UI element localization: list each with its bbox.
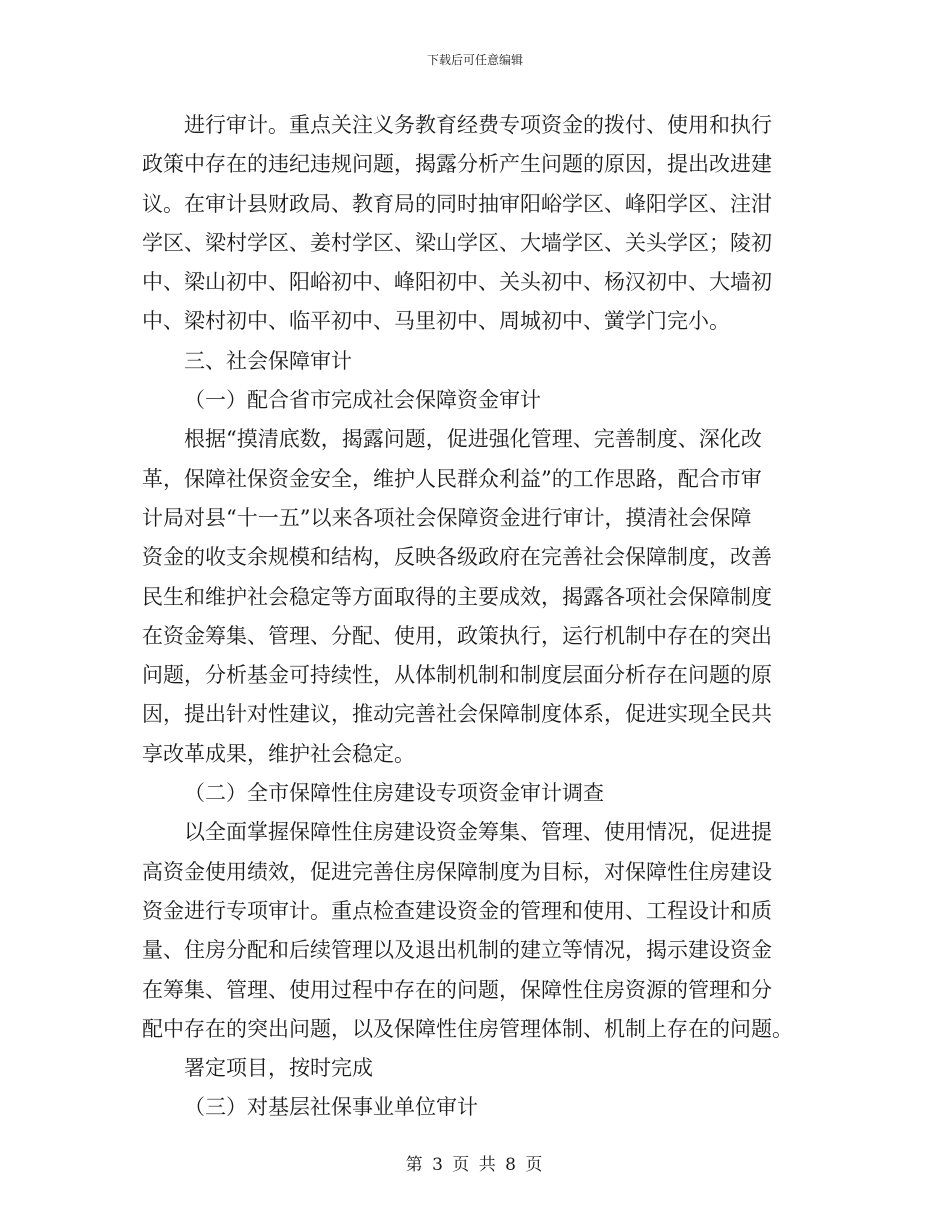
text-line: 享改革成果，维护社会稳定。	[142, 741, 415, 766]
text-line: 资金进行专项审计。重点检查建设资金的管理和使用、工程设计和质	[142, 898, 772, 923]
document-body	[142, 106, 814, 1128]
text-line: 在筹集、管理、使用过程中存在的问题，保障性住房资源的管理和分	[142, 977, 772, 1002]
text-line: （一）配合省市完成社会保障资金审计	[184, 388, 541, 413]
text-line: 资金的收支余规模和结构，反映各级政府在完善社会保障制度，改善	[142, 545, 772, 570]
text-line: 在资金筹集、管理、分配、使用，政策执行，运行机制中存在的突出	[142, 623, 772, 648]
text-line: 问题，分析基金可持续性，从体制机制和制度层面分析存在问题的原	[142, 663, 772, 688]
page-header: 下载后可任意编辑	[426, 53, 523, 67]
text-line: 三、社会保障审计	[184, 348, 352, 373]
text-line: 署定项目，按时完成	[184, 1056, 373, 1081]
text-line: 中、梁山初中、阳峪初中、峰阳初中、关头初中、杨汉初中、大墙初	[142, 270, 772, 295]
text-line: 进行审计。重点关注义务教育经费专项资金的拨付、使用和执行	[184, 113, 772, 137]
text-line: 量、住房分配和后续管理以及退出机制的建立等情况，揭示建设资金	[142, 938, 772, 963]
text-line: 政策中存在的违纪违规问题，揭露分析产生问题的原因，提出改进建	[142, 152, 772, 177]
text-line: 因，提出针对性建议，推动完善社会保障制度体系，促进实现全民共	[142, 702, 772, 727]
text-line: 学区、梁村学区、姜村学区、梁山学区、大墙学区、关头学区；陵初	[142, 230, 772, 255]
text-line: 革，保障社保资金安全，维护人民群众利益”的工作思路，配合市审	[142, 466, 762, 491]
text-line: 议。在审计县财政局、教育局的同时抽审阳峪学区、峰阳学区、注泔	[142, 191, 772, 216]
text-line: 计局对县“十一五”以来各项社会保障资金进行审计，摸清社会保障	[142, 505, 752, 530]
text-line: 民生和维护社会稳定等方面取得的主要成效，揭露各项社会保障制度	[142, 584, 772, 609]
page-number: 第 3 页 共 8 页	[405, 1155, 545, 1175]
text-line: 根据“摸清底数，揭露问题，促进强化管理、完善制度、深化改	[184, 427, 762, 452]
text-line: （二）全市保障性住房建设专项资金审计调查	[184, 781, 604, 806]
text-line: 配中存在的突出问题，以及保障性住房管理体制、机制上存在的问题。	[142, 1016, 793, 1041]
text-line: 中、梁村初中、临平初中、马里初中、周城初中、黉学门完小。	[142, 309, 730, 334]
text-line: （三）对基层社保事业单位审计	[184, 1095, 478, 1120]
text-line: 高资金使用绩效，促进完善住房保障制度为目标，对保障性住房建设	[142, 859, 772, 884]
text-line: 以全面掌握保障性住房建设资金筹集、管理、使用情况，促进提	[184, 820, 772, 845]
